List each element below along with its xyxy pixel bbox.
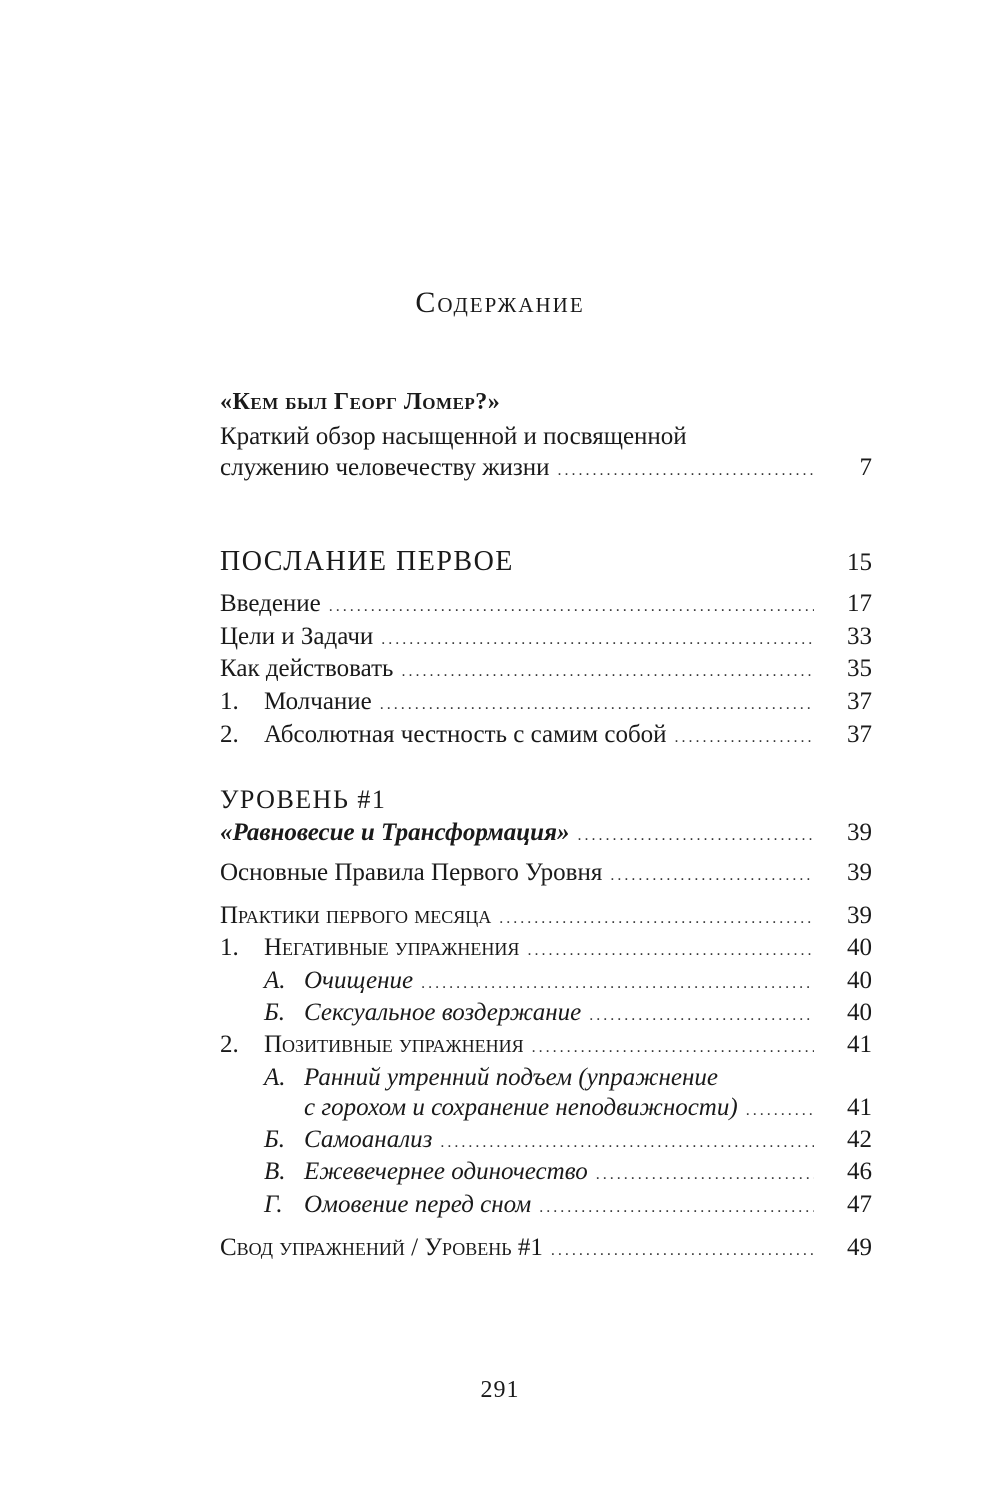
toc-entry-label: Свод упражнений / Уровень #1	[220, 1234, 543, 1261]
page-number: 35	[847, 655, 872, 682]
toc-subentry-label: Самоанализ	[304, 1126, 433, 1153]
toc-intro-line2-row[interactable]	[220, 452, 872, 487]
toc-entry[interactable]	[220, 857, 872, 892]
toc-intro-heading-row	[220, 386, 872, 418]
toc-subentry-label: Ежевечернее одиночество	[304, 1158, 588, 1185]
page-number: 46	[847, 1158, 872, 1185]
toc-entry[interactable]	[220, 719, 872, 754]
leader-dots	[551, 1235, 814, 1267]
toc-entry[interactable]	[220, 653, 872, 688]
toc-entry[interactable]	[220, 1029, 872, 1064]
page-number: 47	[847, 1191, 872, 1218]
toc-subentry[interactable]	[220, 965, 872, 1000]
page-number: 41	[847, 1094, 872, 1121]
toc-entry-label: Негативные упражнения	[264, 934, 520, 961]
toc-subentry[interactable]	[220, 1156, 872, 1191]
leader-dots	[589, 1000, 814, 1032]
toc-level-heading: УРОВЕНЬ #1	[220, 785, 387, 814]
page-number: 42	[847, 1126, 872, 1153]
toc-subentry-letter: А.	[264, 1064, 286, 1091]
page-number: 39	[847, 859, 872, 886]
leader-dots	[421, 968, 814, 1000]
leader-dots	[675, 722, 814, 754]
leader-dots	[610, 860, 814, 892]
page-number: 15	[847, 549, 872, 576]
page-number: 7	[859, 454, 872, 481]
leader-dots	[440, 1127, 814, 1159]
toc-entry-label: Основные Правила Первого Уровня	[220, 859, 603, 886]
page-number: 37	[847, 688, 872, 715]
leader-dots	[527, 935, 814, 967]
toc-subentry-letter: В.	[264, 1158, 286, 1185]
leader-dots	[401, 656, 814, 688]
toc-subentry[interactable]	[220, 1124, 872, 1159]
toc-entry[interactable]	[220, 900, 872, 935]
page-number: 17	[847, 590, 872, 617]
toc-subentry-label: с горохом и сохранение неподвижности)	[304, 1094, 738, 1121]
toc-subentry-letter: Б.	[264, 999, 285, 1026]
leader-dots	[532, 1032, 814, 1064]
leader-dots	[596, 1159, 814, 1191]
toc-entry[interactable]	[220, 588, 872, 623]
toc-entry[interactable]	[220, 621, 872, 656]
toc-entry-label: Абсолютная честность с самим собой	[264, 721, 667, 748]
leader-dots	[380, 689, 814, 721]
toc-subentry[interactable]	[220, 997, 872, 1032]
toc-entry-number: 1.	[220, 688, 239, 715]
toc-subentry-label: Очищение	[304, 967, 414, 994]
toc-subentry[interactable]	[220, 1189, 872, 1224]
toc-section-heading: ПОСЛАНИЕ ПЕРВОЕ	[220, 546, 514, 577]
toc-entry-label: Молчание	[264, 688, 372, 715]
toc-entry-number: 2.	[220, 1031, 239, 1058]
page-number: 33	[847, 623, 872, 650]
page-number: 41	[847, 1031, 872, 1058]
toc-subentry-label: Сексуальное воздержание	[304, 999, 582, 1026]
page-number: 39	[847, 819, 872, 846]
toc-entry-number: 2.	[220, 721, 239, 748]
toc-entry-label: Цели и Задачи	[220, 623, 374, 650]
folio-page-number: 291	[480, 1377, 520, 1403]
toc-subentry-letter: А.	[264, 967, 286, 994]
toc-entry[interactable]	[220, 1232, 872, 1267]
toc-subentry-continued[interactable]	[220, 1092, 872, 1127]
toc-subentry-label: Ранний утренний подъем (упражнение	[304, 1064, 718, 1091]
page-number: 49	[847, 1234, 872, 1261]
leader-dots	[577, 820, 814, 852]
leader-dots	[329, 591, 814, 623]
toc-subentry-label: Омовение перед сном	[304, 1191, 532, 1218]
toc-section-heading-row[interactable]	[220, 546, 872, 579]
toc-intro-line1: Краткий обзор насыщенной и посвященной	[220, 423, 687, 450]
toc-intro-line1-row	[220, 421, 872, 453]
page-number: 39	[847, 902, 872, 929]
toc-level-heading-row	[220, 784, 872, 816]
page-number: 40	[847, 999, 872, 1026]
toc-entry-number: 1.	[220, 934, 239, 961]
leader-dots	[746, 1095, 814, 1127]
leader-dots	[381, 624, 814, 656]
leader-dots	[539, 1192, 814, 1224]
toc-intro-heading: «Кем был Георг Ломер?»	[220, 389, 501, 415]
toc-entry[interactable]	[220, 686, 872, 721]
toc-entry-label: Как действовать	[220, 655, 394, 682]
toc-entry[interactable]	[220, 817, 872, 852]
toc-subentry[interactable]	[220, 1062, 872, 1094]
page-title: Содержание	[415, 286, 585, 319]
toc-entry-label: Практики первого месяца	[220, 902, 492, 929]
toc-subentry-letter: Б.	[264, 1126, 285, 1153]
page-number: 40	[847, 934, 872, 961]
toc-entry[interactable]	[220, 932, 872, 967]
leader-dots	[499, 903, 814, 935]
toc-intro-line2: служению человечеству жизни	[220, 454, 550, 481]
toc-entry-label: Позитивные упражнения	[264, 1031, 524, 1058]
page-number: 40	[847, 967, 872, 994]
toc-subentry-letter: Г.	[264, 1191, 283, 1218]
page-number: 37	[847, 721, 872, 748]
toc-entry-label: Введение	[220, 590, 321, 617]
leader-dots	[558, 455, 814, 487]
toc-level-subtitle: «Равновесие и Трансформация»	[220, 819, 570, 846]
